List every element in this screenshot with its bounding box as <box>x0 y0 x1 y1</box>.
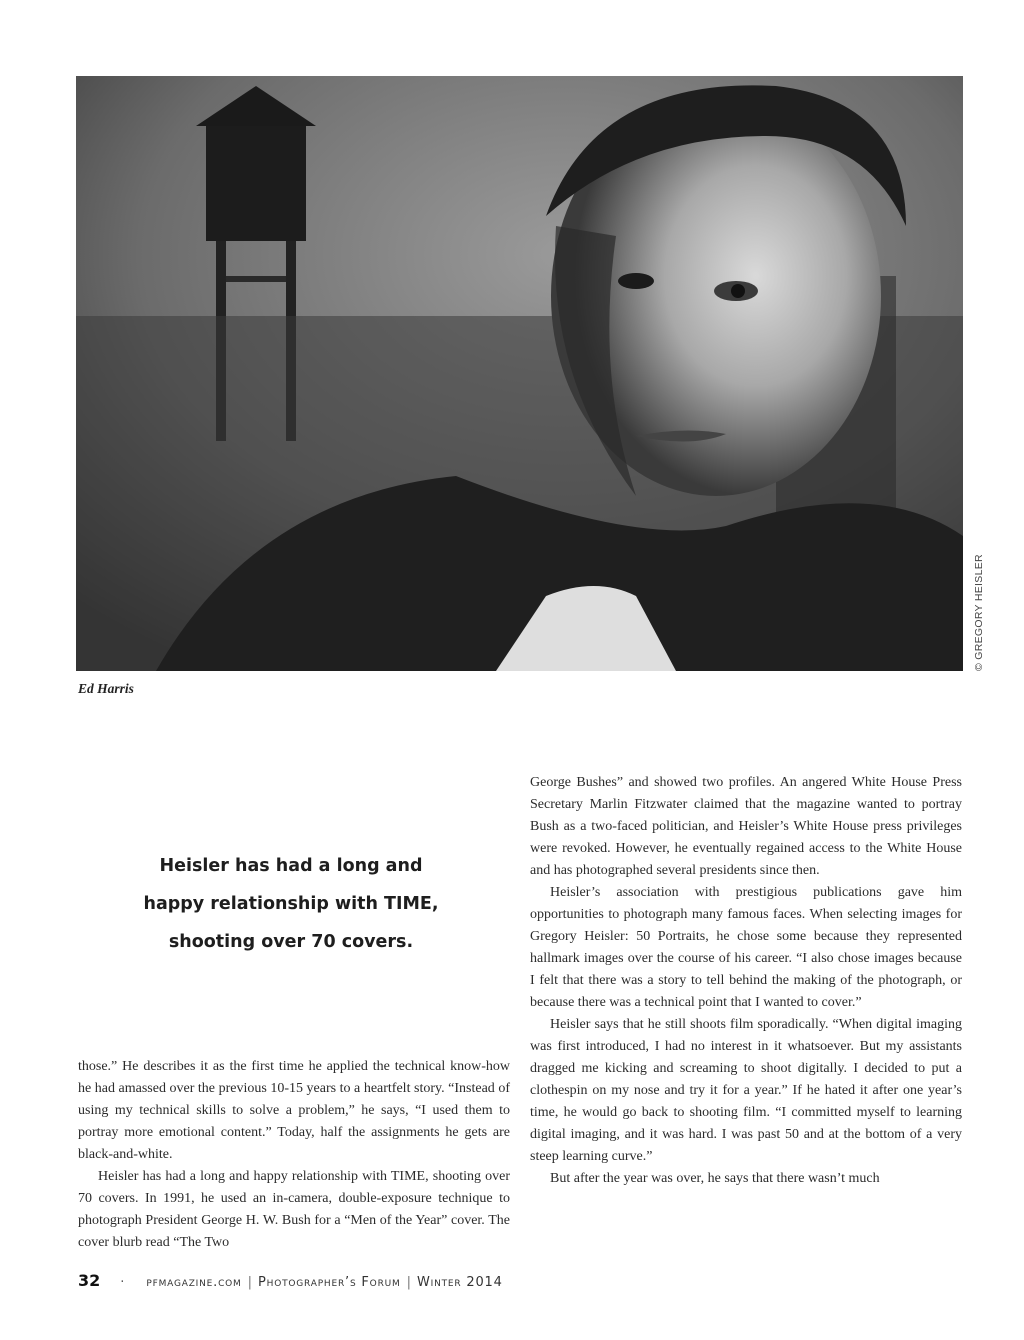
portrait-image <box>76 76 963 671</box>
article-paragraph: those.” He describes it as the first time he applied the technical know-how he had amassed over the previous 10-15 years to a heartfelt story. “Instead of using my technical skills to solve a problem,” he says, “I used them to portray more emotional content.” Today, half the assignments he gets are black-and-white. <box>78 1059 510 1162</box>
portrait-photo <box>76 76 963 671</box>
pull-quote-line: shooting over 70 covers. <box>168 932 414 952</box>
article-paragraph: Heisler says that he still shoots film sporadically. “When digital imaging was first introduced, I had no interest in it whatsoever. But my assistants dragged me kicking and screaming to shoot digitally. I decided to put a clothespin on my nose and try it for a year.” If he hated it after one year’s time, he would go back to shooting film. “I committed myself to learning digital imaging, and it was hard. I was past 50 and at the bottom of a very steep learning curve.” <box>530 1017 962 1164</box>
pull-quote-line: happy relationship with TIME, <box>143 894 439 914</box>
pull-quote-line: Heisler has had a long and <box>159 856 423 876</box>
article-paragraph: Heisler has had a long and happy relationship with TIME, shooting over 70 covers. In 1991, he used an in-camera, double-exposure technique to photograph President George H. W. Bush for a “Men of the Year” cover. The cover blurb read “The Two <box>78 1169 510 1250</box>
photo-caption: Ed Harris <box>78 681 134 696</box>
footer-issue: Winter 2014 <box>416 1275 503 1290</box>
footer-separator: | <box>406 1275 411 1290</box>
footer-separator: | <box>247 1275 252 1290</box>
pull-quote <box>140 847 442 961</box>
article-paragraph: But after the year was over, he says that there wasn’t much <box>550 1171 880 1186</box>
article-paragraph: Heisler’s association with prestigious publications gave him opportunities to photograph many famous faces. When selecting images for Gregory Heisler: 50 Portraits, he chose some because they represented hallmark images over the course of his career. “I also chose images because I felt that there was a story to tell behind the making of the photograph, or because there was a technical point that I wanted to cover.” <box>530 885 962 1010</box>
footer-magazine: Photographer’s Forum <box>258 1275 401 1290</box>
article-column-right <box>530 772 962 1190</box>
photo-credit: © GREGORY HEISLER <box>973 554 985 671</box>
article-column-left <box>78 1056 510 1254</box>
page-footer <box>78 1271 503 1290</box>
footer-bullet: · <box>120 1275 125 1290</box>
article-paragraph: George Bushes” and showed two profiles. An angered White House Press Secretary Marlin Fitzwater claimed that the magazine wanted to portray Bush as a two-faced politician, and Heisler’s White House press privileges were revoked. However, he eventually regained access to the White House and has photographed several presidents since then. <box>530 775 962 878</box>
page-number: 32 <box>78 1271 101 1290</box>
footer-site: pfmagazine.com <box>146 1275 242 1290</box>
